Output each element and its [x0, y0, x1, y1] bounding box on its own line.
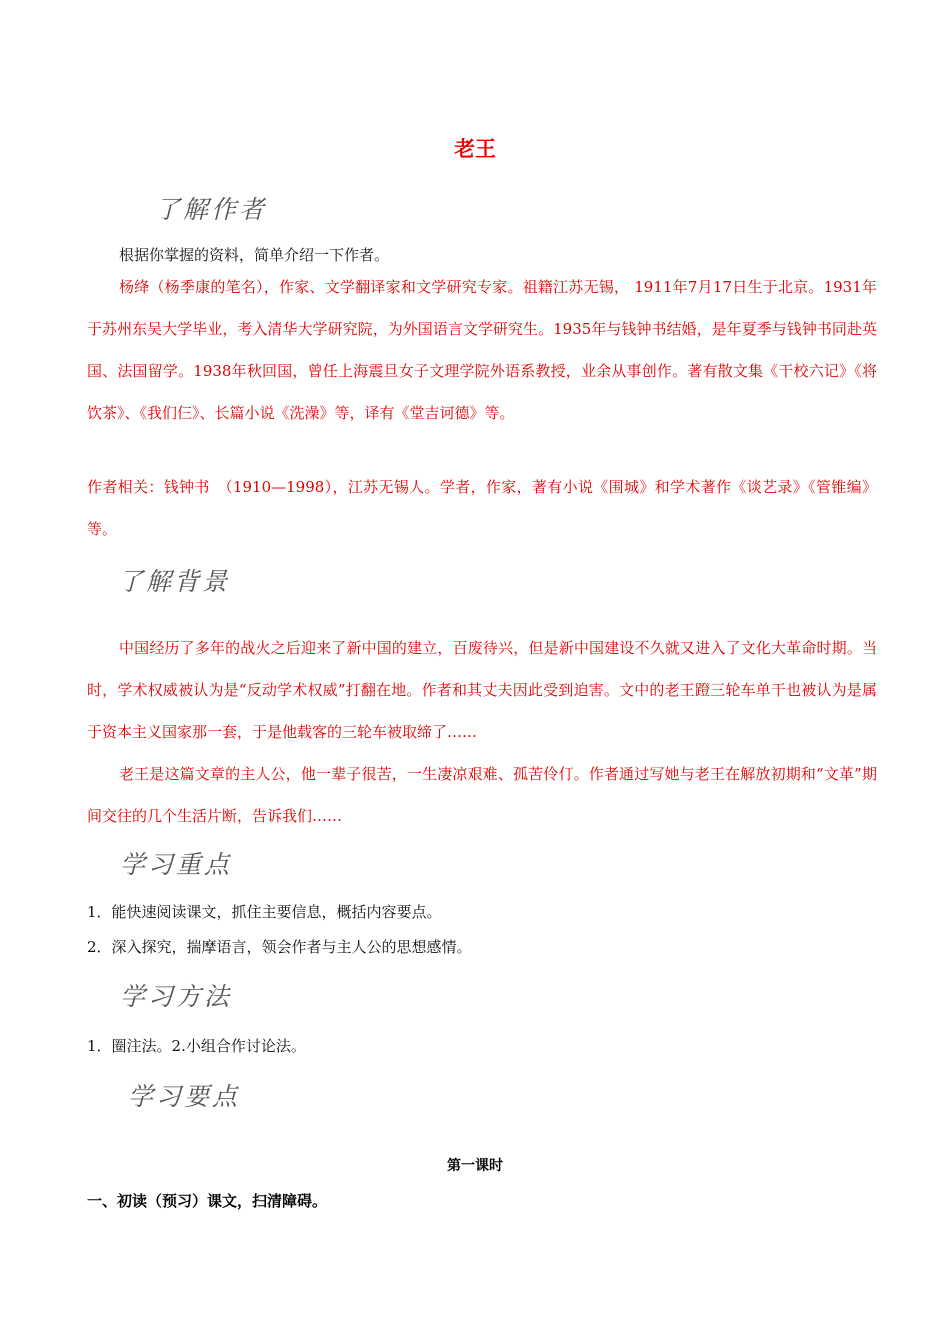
- heading-focus: 学习重点: [120, 850, 233, 879]
- author-prompt: 根据你掌握的资料，简单介绍一下作者。: [119, 246, 390, 264]
- lesson-period: 第一课时: [447, 1158, 503, 1174]
- heading-keypoints: 学习要点: [128, 1082, 241, 1111]
- focus-item-1: 1．能快速阅读课文，抓住主要信息，概括内容要点。: [87, 903, 442, 921]
- author-bio: 杨绛（杨季康的笔名），作家、文学翻译家和文学研究专家。祖籍江苏无锡， 1911年7月17日生于北京。1931年于苏州东吴大学毕业，考入清华大学研究院，为外国语言文学研究生。1935年与钱钟书结婚，是年夏季与钱钟书同赴英国、法国留学。1938年秋回国，曾任上海震旦女子文理学院外语系教授，业余从事创作。著有散文集《干校六记》《将饮茶》、《我们仨》、长篇小说《洗澡》等，译有《堂吉诃德》等。: [87, 278, 877, 422]
- heading-background: 了解背景: [118, 567, 231, 596]
- lesson-step-1: 一、初读（预习）课文，扫清障碍。: [87, 1192, 328, 1210]
- heading-method: 学习方法: [120, 982, 233, 1011]
- author-related: 作者相关：钱钟书 （1910—1998），江苏无锡人。学者，作家，著有小说《围城》和学术著作《谈艺录》《管锥编》等。: [87, 478, 877, 538]
- background-para-1: 中国经历了多年的战火之后迎来了新中国的建立，百废待兴，但是新中国建设不久就又进入了文化大革命时期。当时，学术权威被认为是“反动学术权威”打翻在地。作者和其丈夫因此受到迫害。文中的老王蹬三轮车单干也被认为是属于资本主义国家那一套，于是他载客的三轮车被取缔了……: [87, 639, 877, 741]
- method-text: 1．圈注法。2.小组合作讨论法。: [87, 1037, 306, 1055]
- background-para-2: 老王是这篇文章的主人公，他一辈子很苦，一生凄凉艰难、孤苦伶仃。作者通过写她与老王在解放初期和“文革”期间交往的几个生活片断，告诉我们……: [87, 765, 877, 825]
- page-title: 老王: [454, 137, 496, 161]
- heading-author: 了解作者: [155, 195, 268, 224]
- focus-item-2: 2．深入探究，揣摩语言，领会作者与主人公的思想感情。: [87, 938, 472, 956]
